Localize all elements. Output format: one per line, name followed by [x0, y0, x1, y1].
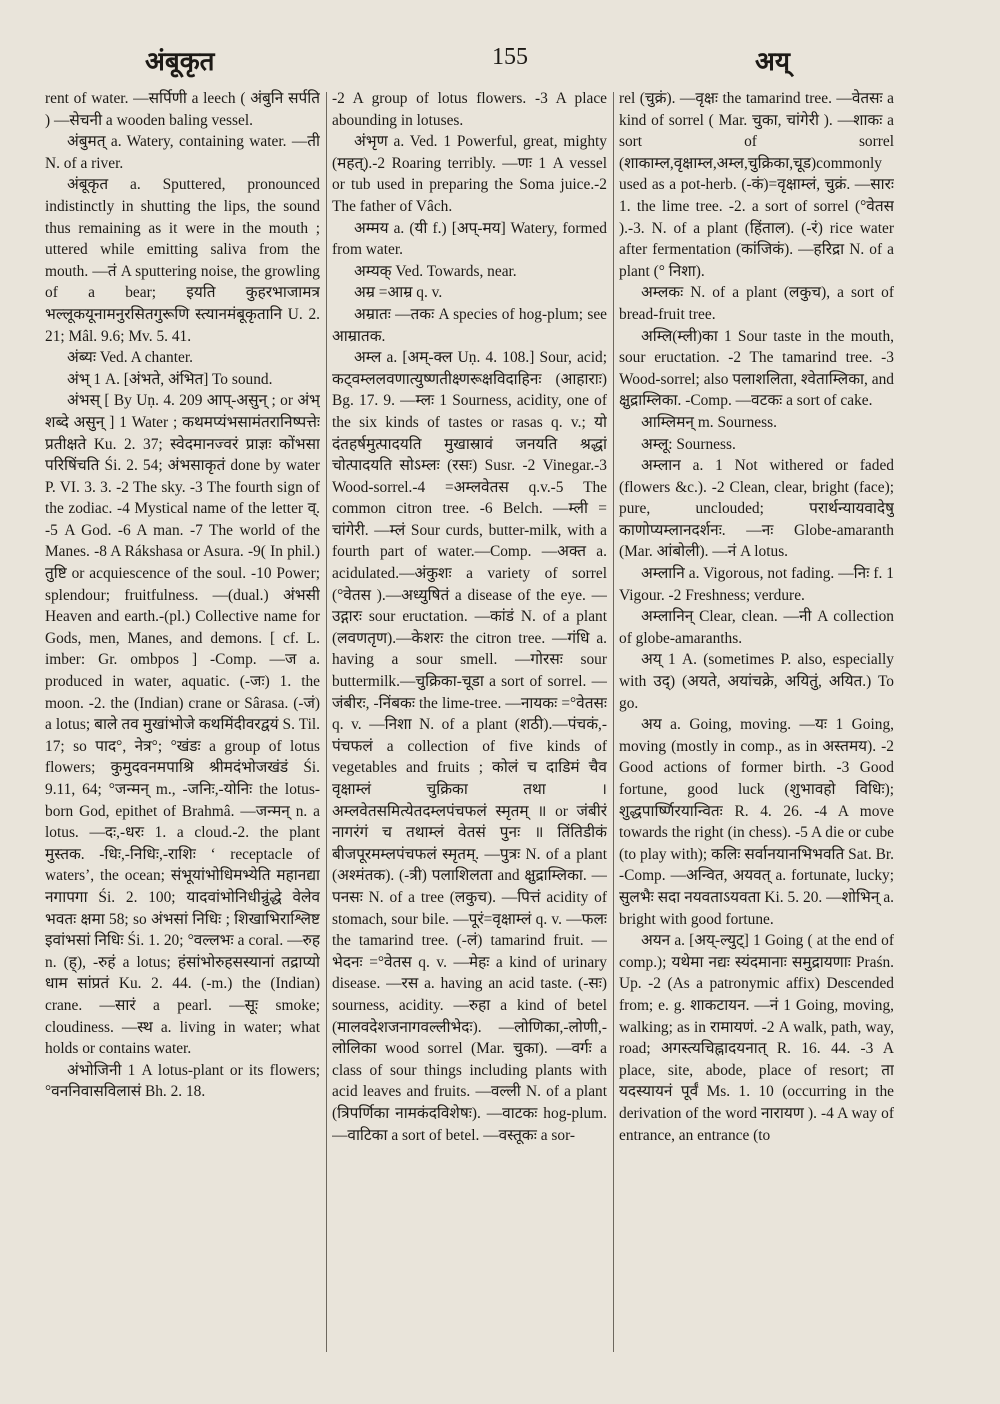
- dictionary-entry: अंभोजिनी 1 A lotus-plant or its flowers; °वननिवासविलासं Bh. 2. 18.: [45, 1061, 320, 1101]
- dictionary-entry: अंब्यः Ved. A chanter.: [67, 349, 193, 367]
- dictionary-entry: अम्लानिन् Clear, clean. —नी A collection of globe-amaranths.: [619, 608, 894, 647]
- dictionary-entry: अंबूकृत a. Sputtered, pronounced indistinctly in shutting the lips, the sound thus remaining as it were in the mouth ; uttered while emitting saliva from the mouth. —तं A sputtering noise, the growling of a bear; इयति कुहरभाजामत्र भल्लूकयूनामनुरसितगुरूणि स्त्यानमंबूकृतानि U. 2. 21; Mâl. 9.6; Mv. 5. 41.: [45, 176, 320, 345]
- dictionary-entry: अय् 1 A. (sometimes P. also, especially with उद्) (अयते, अयांचक्रे, अयितुं, अयित.) To go.: [619, 651, 894, 712]
- dictionary-entry: अंभस् [ By Uṇ. 4. 209 आप्-असुन् ; or अंभ् शब्दे असुन् ] 1 Water ; कथमप्यंभसामंतरानिष्पत्तेः प्रतीक्षते Ku. 2. 37; स्वेदमानज्वरं प्राज्ञः कोंभसा परिषिंचति Śi. 2. 54; अंभसाकृतं done by water P. VI. 3. 3. -2 The sky. -3 The fourth sign of the zodiac. -4 Mystical name of the letter व्. -5 A God. -6 A man. -7 The world of the Manes. -8 A Rákshasa or Asura. -9( In phil.) तुष्टि or acquiescence of the soul. -10 Power; splendour; fruitfulness. —(dual.) अंभसी Heaven and earth.-(pl.) Collective name for Gods, men, Manes, and demons. [ cf. L. imber: Gr. ombpos ] -Comp. —ज a. produced in water, aquatic. (-जः) 1. the moon. -2. the (Indian) crane or Sârasa. (-जं) a lotus; बाले तव मुखांभोजे कथमिंदीवरद्वयं S. Til. 17; so पाद°, नेत्र°; °खंडः a group of lotus flowers; कुमुदवनमपाश्रि श्रीमदंभोजखंडं Śi. 9.11, 64; °जन्मन् m., -जनिः,-योनिः the lotus-born God, epithet of Brahmâ. —जन्मन् n. a lotus. —दः,-धरः 1. a cloud.-2. the plant मुस्तक. -धिः,-निधिः,-राशिः ‘ receptacle of waters’, the ocean; संभूयांभोधिमभ्येति महानद्या नगापगा Śi. 2. 100; यादवांभोनिधीन्रुंद्धे वेलेव भवतः क्षमा 58; so अंभसां निधिः ; शिखाभिराश्लिष्ट इवांभसां निधिः Śi. 1. 20; °वल्लभः a coral. —रुह n. (ह्), -रुहं a lotus; हंसांभोरुहसस्यानां तद्राप्यो धाम सांप्रतं Ku. 2. 44. (-m.) the (Indian) crane. —सारं a pearl. —सूः smoke; cloudiness. —स्थ a. living in water; what holds or contains water.: [45, 392, 320, 1058]
- dictionary-entry: अंभृण a. Ved. 1 Powerful, great, mighty (महत्).-2 Roaring terribly. —णः 1 A vessel or tub used in preparing the Soma juice.-2 The father of Vâch.: [332, 133, 607, 215]
- dictionary-entry: अम्लकः N. of a plant (लकुच), a sort of bread-fruit tree.: [619, 284, 894, 323]
- dictionary-entry: अम्मय a. (यी f.) [अप्-मय] Watery, formed from water.: [332, 219, 607, 259]
- dictionary-entry: अम्रातः —तकः A species of hog-plum; see आम्रातक.: [332, 305, 607, 345]
- page-header: [40, 40, 960, 84]
- dictionary-entry: अयन a. [अय्-ल्युट्] 1 Going ( at the end of comp.); यथेमा नद्यः स्यंदमानाः समुद्रायणाः Praśn. Up. -2 (As a patronymic affix) Descended from; e. g. शाकटायन. —नं 1 Going, moving, walking; as in रामायणं. -2 A walk, path, way, road; अगस्त्यचिह्नादयनात् R. 16. 44. -3 A place, site, abode, place of resort; ता यदस्यायनं पूर्वं Ms. 1. 10 (occurring in the derivation of the word नारायण ). -4 A way of entrance, an entrance (to: [619, 932, 894, 1144]
- page-number: 155: [492, 44, 528, 70]
- column-divider: [613, 92, 614, 1352]
- dictionary-entry: अंभ् 1 A. [अंभते, अंभित] To sound.: [67, 370, 273, 388]
- dictionary-entry: rel (चुक्रं). —वृक्षः the tamarind tree. —वेतसः a kind of sorrel ( Mar. चुका, चांगेरी ). —शाकः a sort of sorrel (शाकाम्ल,वृक्षाम्ल,अम्ल,चुक्रिका,चूड)commonly used as a pot-herb. (-कं)=वृक्षाम्लं, चुक्रं. —सारः 1. the lime tree. -2. a sort of sorrel (°वेतस ).-3. N. of a plant (हिंताल). (-रं) rice water after fermentation (कांजिकं). —हरिद्रा N. of a plant (° निशा).: [619, 90, 894, 280]
- dictionary-entry: अंबुमत् a. Watery, containing water. —ती N. of a river.: [45, 133, 320, 172]
- dictionary-entry: अम्र =आम्र q. v.: [354, 284, 443, 302]
- dictionary-entry: rent of water. —सर्पिणी a leech ( अंबुनि सर्पति ) —सेचनी a wooden baling vessel.: [45, 90, 320, 129]
- dictionary-entry: अम्लानि a. Vigorous, not fading. —निः f. 1 Vigour. -2 Freshness; verdure.: [619, 565, 894, 604]
- dictionary-entry: अम्लान a. 1 Not withered or faded (flowers &c.). -2 Clean, clear, bright (face); pure, unclouded; परार्थन्यायवादेषु काणोप्यम्लानदर्शनः. —नः Globe-amaranth (Mar. आंबोली). —नं A lotus.: [619, 457, 894, 561]
- dictionary-entry: -2 A group of lotus flowers. -3 A place abounding in lotuses.: [332, 90, 607, 129]
- dictionary-entry: अम्यक् Ved. Towards, near.: [354, 262, 517, 280]
- dictionary-entry: अम्ल a. [अम्-क्ल Uṇ. 4. 108.] Sour, acid; कट्वम्ललवणात्युष्णतीक्ष्णरूक्षविदाहिनः (आहाराः) Bg. 17. 9. —म्लः 1 Sourness, acidity, one of the six kinds of tastes or rasas q. v.; यो दंतहर्षमुत्पादयति मुखास्रावं जनयति श्रद्धां चोत्पादयति सोऽम्लः (रसः) Susr. -2 Vinegar.-3 Wood-sorrel.-4 =अम्लवेतस q.v.-5 The common citron tree. -6 Belch. —म्ली = चांगेरी. —म्लं Sour curds, butter-milk, with a fourth part of water.—Comp. —अक्त a. acidulated.—अंकुशः a variety of sorrel (°वेतस ).—अध्युषितं a disease of the eye. —उद्गारः sour eructation. —कांडं N. of a plant (लवणतृण).—केशरः the citron tree. —गंधि a. having a sour smell. —गोरसः sour buttermilk.—चुक्रिका-चूडा a sort of sorrel. —जंबीरः, -निंबकः the lime-tree. —नायकः =°वेतसः q. v. —निशा N. of a plant (शठी).—पंचकं,-पंचफलं a collection of five kinds of vegetables and fruits ; कोलं च दाडिमं चैव वृक्षाम्लं चुक्रिका तथा । अम्लवेतसमित्येतदम्लपंचफलं स्मृतम् ॥ or जंबीरं नागरंगं च तथाम्लं वेतसं पुनः ॥ तिंतिडीकं बीजपूरमम्लपंचफलं स्मृतम्. —पुत्रः N. of a plant (अश्मंतक). (-त्री) पलाशिलता and क्षुद्राम्लिका. —पनसः N. of a tree (लकुच). —पित्तं acidity of stomach, sour bile. —पूरं=वृक्षाम्लं q. v. —फलः the tamarind tree. (-लं) tamarind fruit. —भेदनः =°वेतस q. v. —मेहः a kind of urinary disease. —रस a. having an acid taste. (-सः) sourness, acidity. —रुहा a kind of betel (मालवदेशजनागवल्लीभेदः). —लोणिका,-लोणी,-लोलिका wood sorrel (Mar. चुका). —वर्गः a class of sour things including plants with acid leaves and fruits. —वल्ली N. of a plant (त्रिपर्णिका नामकंदविशेषः). —वाटकः hog-plum. —वाटिका a sort of betel. —वस्तूकः a sor-: [332, 349, 607, 1144]
- left-running-headword: अंबूकृत: [145, 47, 215, 77]
- dictionary-entry: अम्लि(म्ली)का 1 Sour taste in the mouth, sour eructation. -2 The tamarind tree. -3 Wood-sorrel; also पलाशलिता, श्वेताम्लिका, and क्षुद्राम्लिका. -Comp. —वटकः a sort of cake.: [619, 327, 894, 410]
- column-divider: [326, 92, 327, 1352]
- column-1: [45, 88, 320, 1378]
- right-running-headword: अय्: [755, 47, 790, 77]
- column-3: [619, 88, 894, 1378]
- column-2: [332, 88, 607, 1378]
- dictionary-entry: अम्लू: Sourness.: [641, 435, 736, 453]
- dictionary-entry: आम्लिमन् m. Sourness.: [641, 413, 777, 431]
- dictionary-entry: अय a. Going, moving. —यः 1 Going, moving (mostly in comp., as in अस्तमय). -2 Good actions of former birth. -3 Good fortune, good luck (शुभावहो विधिः); शुद्धपार्ष्णिरयान्वितः R. 4. 26. -4 A move towards the right (in chess). -5 A die or cube (to play with); कलिः सर्वानयानभिभवति Sat. Br. -Comp. —अन्वित, अयवत् a. fortunate, lucky; सुलभैः सदा नयवताऽयवता Ki. 5. 20. —शोभिन् a. bright with good fortune.: [619, 716, 894, 928]
